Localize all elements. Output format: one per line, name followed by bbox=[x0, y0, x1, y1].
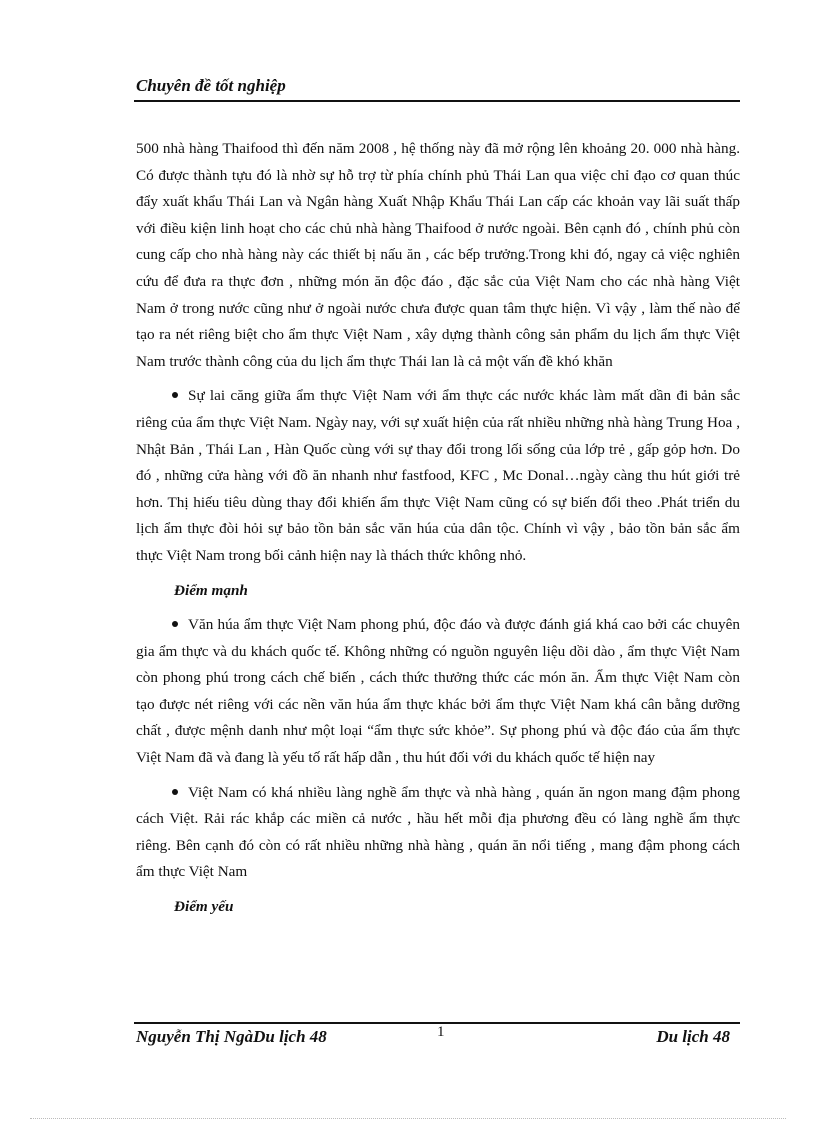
bullet-paragraph bbox=[136, 612, 740, 772]
paragraph: 500 nhà hàng Thaifood thì đến năm 2008 , hệ thống này đã mở rộng lên khoảng 20. 000 nhà hàng. Có được thành tựu đó là nhờ sự hỗ trợ từ phía chính phủ Thái Lan qua việc chỉ đạo cơ quan thúc đẩy xuất khẩu Thái Lan và Ngân hàng Xuất Nhập Khẩu Thái Lan cấp các khoản vay lãi suất thấp với điều kiện linh hoạt cho các chủ nhà hàng Thaifood ở nước ngoài. Bên cạnh đó , chính phủ còn cung cấp cho nhà hàng này các thiết bị nấu ăn , các bếp trưởng.Trong khi đó, ngay cả việc nghiên cứu để đưa ra thực đơn , những món ăn độc đáo , đặc sắc của Việt Nam cho các nhà hàng Việt Nam ở trong nước cũng như ở ngoài nước chưa được quan tâm thực hiện. Vì vậy , làm thế nào để tạo ra nét riêng biệt cho ẩm thực Việt Nam , xây dựng thành công sản phẩm du lịch ẩm thực Việt Nam trước thành công của du lịch ẩm thực Thái lan là cả một vấn đề khó khăn bbox=[136, 140, 740, 370]
bullet-text: Sự lai căng giữa ẩm thực Việt Nam với ẩm thực các nước khác làm mất dần đi bản sắc riêng của ẩm thực Việt Nam. Ngày nay, với sự xuất hiện của rất nhiều những nhà hàng Trung Hoa , Nhật Bản , Thái Lan , Hàn Quốc cùng với sự thay đổi trong lối sống của lớp trẻ , gấp gỏp hơn. Do đó , những cửa hàng với đồ ăn nhanh như fastfood, KFC , Mc Donal…ngày càng thu hút giới trẻ hơn. Thị hiếu tiêu dùng thay đổi khiến ẩm thực Việt Nam cũng có sự biến đổi theo .Phát triển du lịch ẩm thực đòi hỏi sự bảo tồn bản sắc văn húa của dân tộc. Chính vì vậy , bảo tồn bản sắc ẩm thực Việt Nam trong bối cảnh hiện nay là thách thức không nhỏ. bbox=[136, 387, 740, 564]
page-bottom-edge bbox=[30, 1118, 786, 1119]
footer-author: Nguyễn Thị NgàDu lịch 48 bbox=[136, 1027, 327, 1046]
footer-course: Du lịch 48 bbox=[656, 1027, 730, 1046]
bullet-paragraph bbox=[136, 780, 740, 886]
page-number: 1 bbox=[437, 1024, 445, 1040]
bullet-paragraph bbox=[136, 383, 740, 569]
document-body bbox=[136, 136, 740, 929]
bullet-text: Việt Nam có khá nhiều làng nghề ẩm thực và nhà hàng , quán ăn ngon mang đậm phong cách Việt. Rải rác khắp các miền cả nước , hầu hết mỗi địa phương đều có làng nghề ẩm thực riêng. Bên cạnh đó còn có rất nhiều những nhà hàng , quán ăn nổi tiếng , mang đậm phong cách ẩm thực Việt Nam bbox=[136, 783, 740, 881]
page-header-title: Chuyên đề tốt nghiệp bbox=[136, 76, 286, 95]
section-heading-strengths: Điểm mạnh bbox=[174, 581, 248, 599]
bullet-icon bbox=[172, 789, 178, 795]
section-heading-weaknesses: Điểm yếu bbox=[174, 898, 234, 916]
bullet-icon bbox=[172, 621, 178, 627]
header-divider bbox=[134, 100, 740, 102]
bullet-text: Văn húa ẩm thực Việt Nam phong phú, độc đáo và được đánh giá khá cao bởi các chuyên gia ẩm thực và du khách quốc tế. Không những có nguồn nguyên liệu dồi dào , ẩm thực Việt Nam còn phong phú trong cách chế biến , cách thức thưởng thức các món ăn. Ẩm thực Việt Nam còn tạo được nét riêng với các nền văn húa ẩm thực khác bởi ẩm thực Việt Nam khá cân bằng dưỡng chất , được mệnh danh như một loại “ẩm thực sức khỏe”. Sự phong phú và độc đáo của ẩm thực Việt Nam đã và đang là yếu tố rất hấp dẫn , thu hút đối với du khách quốc tế hiện nay bbox=[136, 616, 740, 767]
bullet-icon bbox=[172, 392, 178, 398]
